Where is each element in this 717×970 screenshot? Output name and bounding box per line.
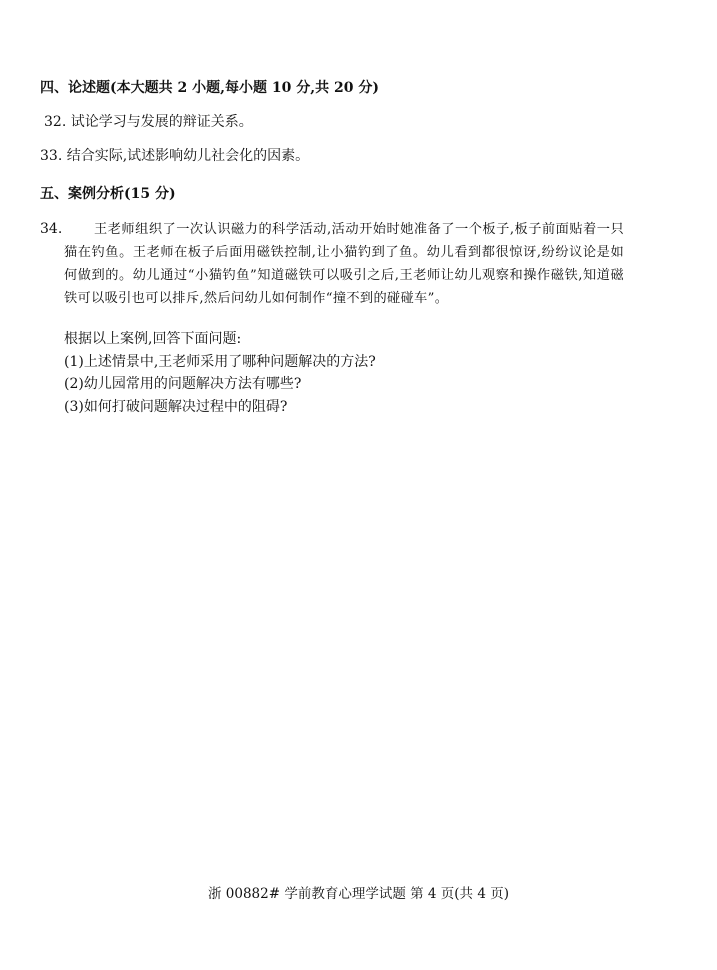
- sub-question: (2)幼儿园常用的问题解决方法有哪些?: [64, 376, 302, 392]
- sub-question: (1)上述情景中,王老师采用了哪种问题解决的方法?: [64, 353, 376, 370]
- question-34-sub-questions: [64, 328, 376, 418]
- question-number: 32.: [44, 114, 67, 130]
- section-heading-essay: 四、论述题(本大题共 2 小题,每小题 10 分,共 20 分): [40, 80, 379, 96]
- case-prompt: 根据以上案例,回答下面问题:: [64, 331, 242, 347]
- question-text: 试论学习与发展的辩证关系。: [70, 114, 253, 130]
- section-heading-case-analysis: 五、案例分析(15 分): [40, 186, 176, 202]
- case-description: [64, 218, 624, 310]
- question-34-number: 34.: [40, 221, 63, 237]
- page-footer: 浙 00882# 学前教育心理学试题 第 4 页(共 4 页): [207, 886, 509, 902]
- sub-question: (3)如何打破问题解决过程中的阻碍?: [64, 398, 288, 415]
- question-33: [40, 146, 309, 166]
- case-text: 王老师组织了一次认识磁力的科学活动,活动开始时她准备了一个板子,板子前面贴着一只猫在钓鱼。王老师在板子后面用磁铁控制,让小猫钓到了鱼。幼儿看到都很惊讶,纷纷议论是如何做到的。幼儿通过“小猫钓鱼”知道磁铁可以吸引之后,王老师让幼儿观察和操作磁铁,知道磁铁可以吸引也可以排斥,然后问幼儿如何制作“撞不到的碰碰车”。: [64, 222, 624, 306]
- question-text: 结合实际,试述影响幼儿社会化的因素。: [66, 148, 310, 164]
- question-32: [44, 112, 253, 132]
- question-number: 33.: [40, 148, 63, 164]
